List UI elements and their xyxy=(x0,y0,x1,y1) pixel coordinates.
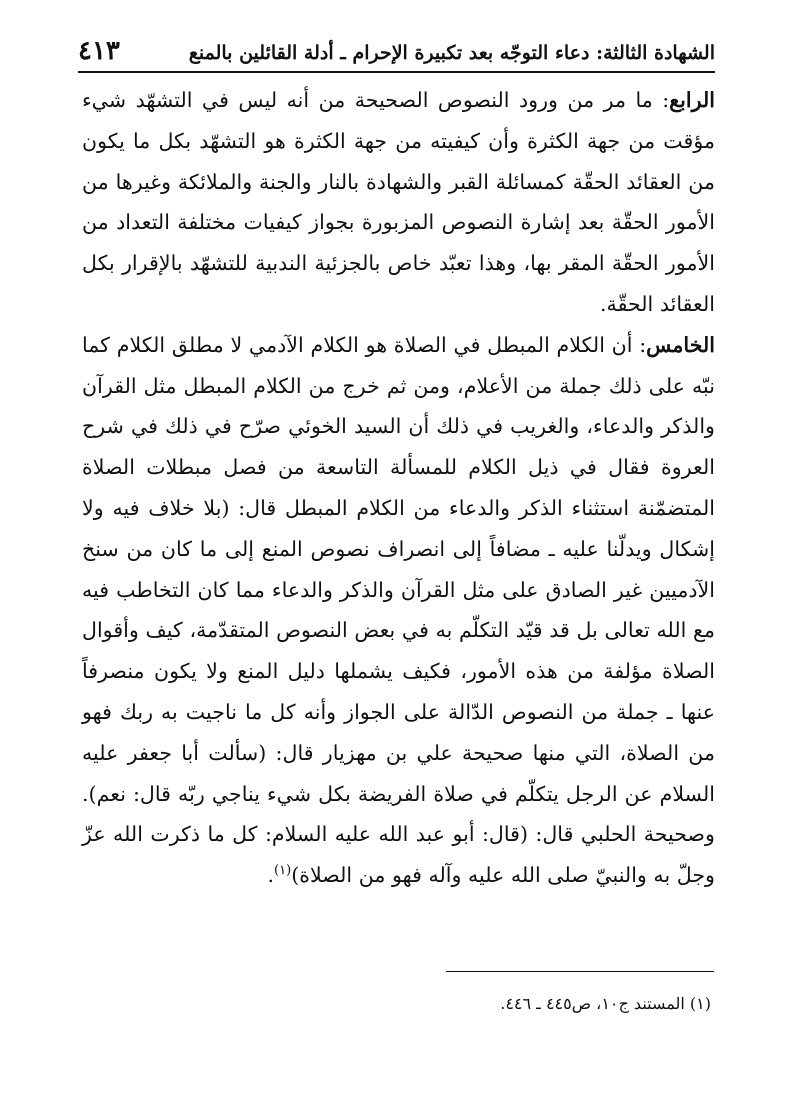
running-title: الشهادة الثالثة: دعاء التوجّه بعد تكبيرة الإحرام ـ أدلة القائلين بالمنع xyxy=(188,42,715,64)
paragraph-lead: الرابع xyxy=(669,88,715,112)
paragraph-lead: الخامس xyxy=(646,332,715,357)
paragraph-text: : أن الكلام المبطل في الصلاة هو الكلام الآدمي لا مطلق الكلام كما نبّه على ذلك جملة من الأعلام، ومن ثم خرج من الكلام المبطل مثل القرآن والذكر والدعاء، والغريب في ذلك أن السيد الخوئي صرّح في ذلك في شرح العروة فقال في ذيل الكلام للمسألة التاسعة من فصل مبطلات الصلاة المتضمّنة استثناء الذكر والدعاء من الكلام المبطل قال: (بلا خلاف فيه ولا إشكال ويدلّنا عليه ـ مضافاً إلى انصراف نصوص المنع إلى ما كان من سنخ الآدميين غير الصادق على مثل القرآن والذكر والدعاء مما كان التخاطب فيه مع الله تعالى بل قد قيّد التكلّم به في بعض النصوص المتقدّمة، كيف وأقوال الصلاة مؤلفة من هذه الأمور، فكيف يشملها دليل المنع ولا يكون منصرفاً عنها ـ جملة من النصوص الدّالة على الجواز وأنه كل ما ناجيت به ربك فهو من الصلاة، التي منها صحيحة علي بن مهزيار قال: (سألت أبا جعفر عليه السلام عن الرجل يتكلّم في صلاة الفريضة بكل شيء يناجي ربّه قال: نعم). وصحيحة الحلبي قال: (قال: أبو عبد الله عليه السلام: كل ما ذكرت الله عزّ وجلّ به والنبيّ صلى الله عليه وآله فهو من الصلاة) xyxy=(82,332,715,888)
paragraph-fourth xyxy=(82,80,715,325)
page-header xyxy=(78,28,715,64)
footnote: (١) المستند ج١٠، ص٤٤٥ ـ ٤٤٦. xyxy=(500,994,711,1013)
page-number: ٤١٣ xyxy=(78,36,120,66)
body-text xyxy=(82,80,715,896)
header-rule xyxy=(78,71,715,73)
paragraph-tail: . xyxy=(267,863,275,888)
paragraph-text: : ما مر من ورود النصوص الصحيحة من أنه ليس في التشهّد شيء مؤقت من جهة الكثرة وأن كيفيته من جهة الكثرة هو التشهّد بكل ما يكون من العقائد الحقّة كمسائلة القبر والشهادة بالنار والجنة والملائكة وغيرها من الأمور الحقّة بعد إشارة النصوص المزبورة بجواز كيفيات مختلفة التعداد من الأمور الحقّة المقر بها، وهذا تعبّد خاص بالجزئية الندبية للتشهّد بالإقرار بكل العقائد الحقّة. xyxy=(82,88,715,316)
paragraph-fifth xyxy=(82,325,715,896)
footnote-reference: (١) xyxy=(274,863,292,879)
footnote-rule xyxy=(446,971,714,972)
